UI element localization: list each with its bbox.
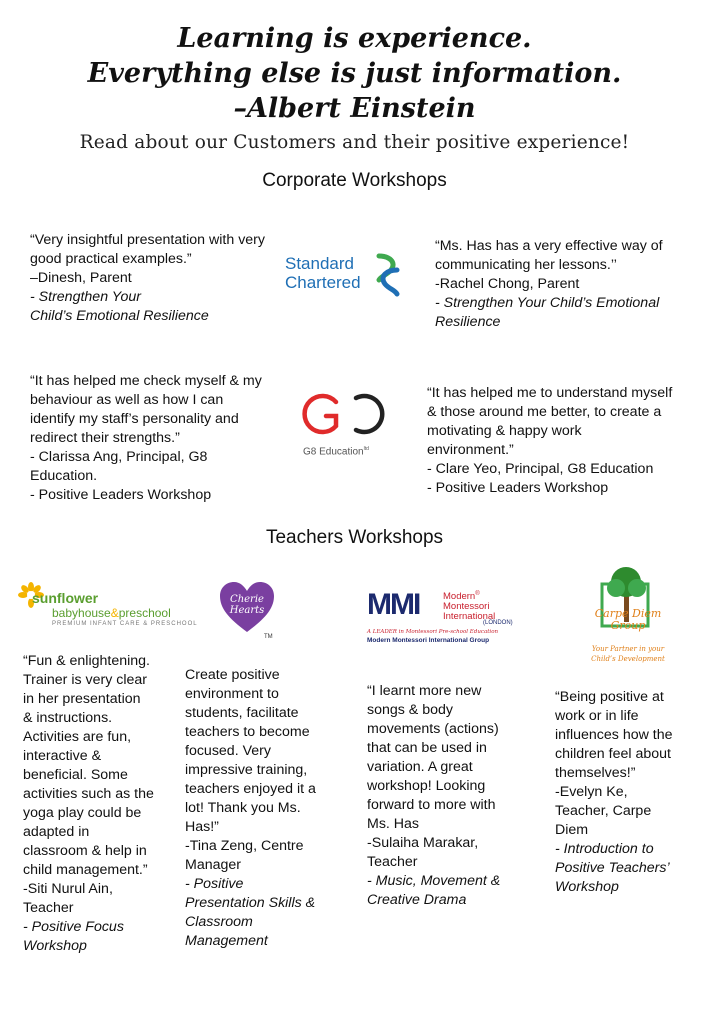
logo-text: Carpe Diem bbox=[594, 607, 662, 620]
text-line: interactive & bbox=[23, 748, 102, 764]
logo-text: Child’s Development bbox=[591, 655, 665, 663]
testimonial-evelyn bbox=[555, 688, 673, 897]
workshop-name: Positive Teachers’ bbox=[555, 860, 670, 876]
workshop-name: Creative Drama bbox=[367, 892, 467, 908]
logo-text: International bbox=[443, 611, 496, 623]
text-line: “Being positive at bbox=[555, 689, 664, 705]
testimonial-author: Diem bbox=[555, 822, 589, 838]
testimonial-author: -Rachel Chong, Parent bbox=[435, 276, 580, 292]
logo-text: G8 Education bbox=[303, 446, 364, 458]
workshop-name: - Strengthen Your bbox=[30, 289, 141, 305]
logo-text: Your Partner in your bbox=[591, 645, 665, 653]
text-line: Activities are fun, bbox=[23, 729, 132, 745]
text-line: work or in life bbox=[555, 708, 639, 724]
testimonial-author: Manager bbox=[185, 857, 241, 873]
mmi-logo bbox=[367, 588, 517, 658]
logo-tm: ltd bbox=[363, 446, 369, 452]
text-line: environment.” bbox=[427, 442, 514, 458]
text-line: & instructions. bbox=[23, 710, 113, 726]
testimonial-sulaiha bbox=[367, 682, 500, 910]
text-line: behaviour as well as how I can bbox=[30, 392, 224, 408]
text-line: “Very insightful presentation with very bbox=[30, 232, 265, 248]
workshop-name: Workshop bbox=[555, 879, 619, 895]
text-line: environment to bbox=[185, 686, 279, 702]
logo-text: Group bbox=[610, 619, 646, 632]
text-line: songs & body bbox=[367, 702, 453, 718]
text-line: teachers to become bbox=[185, 724, 310, 740]
text-line: teachers enjoyed it a bbox=[185, 781, 316, 797]
workshop-name: - Positive Leaders Workshop bbox=[427, 480, 609, 496]
logo-text: Cherie bbox=[230, 594, 264, 605]
text-line: motivating & happy work bbox=[427, 423, 582, 439]
logo-tm: TM bbox=[264, 634, 273, 640]
text-line: forward to more with bbox=[367, 797, 496, 813]
text-line: Ms. Has bbox=[367, 816, 420, 832]
text-line: beneficial. Some bbox=[23, 767, 128, 783]
text-line: yoga play could be bbox=[23, 805, 142, 821]
corporate-section-title: Corporate Workshops bbox=[262, 170, 447, 191]
workshop-name: - Positive Leaders Workshop bbox=[30, 487, 212, 503]
workshop-name: - Strengthen Your Child’s Emotional bbox=[435, 295, 660, 311]
text-line: focused. Very bbox=[185, 743, 271, 759]
testimonial-author: -Evelyn Ke, bbox=[555, 784, 628, 800]
text-line: Has!” bbox=[185, 819, 219, 835]
logo-text: (LONDON) bbox=[483, 620, 513, 626]
testimonial-dinesh bbox=[30, 231, 265, 326]
text-line: identify my staff’s personality and bbox=[30, 411, 239, 427]
testimonial-author: - Clare Yeo, Principal, G8 Education bbox=[427, 461, 654, 477]
page-subtitle: Read about our Customers and their positive experience! bbox=[79, 132, 630, 153]
testimonial-author: Teacher, Carpe bbox=[555, 803, 652, 819]
testimonial-author: Teacher bbox=[367, 854, 418, 870]
workshop-name: Management bbox=[185, 933, 268, 949]
text-line: students, facilitate bbox=[185, 705, 299, 721]
text-line: impressive training, bbox=[185, 762, 308, 778]
standard-chartered-swirl-icon bbox=[373, 252, 403, 298]
text-line: lot! Thank you Ms. bbox=[185, 800, 301, 816]
logo-text: & bbox=[110, 606, 119, 620]
mmi-group: Modern Montessori International Group bbox=[367, 637, 490, 644]
testimonial-author: -Tina Zeng, Centre bbox=[185, 838, 304, 854]
text-line: good practical examples.” bbox=[30, 251, 192, 267]
testimonial-tina bbox=[185, 666, 316, 951]
testimonial-author: Education. bbox=[30, 468, 98, 484]
workshop-name: - Music, Movement & bbox=[367, 873, 501, 889]
testimonial-author: -Siti Nurul Ain, bbox=[23, 881, 113, 897]
standard-chartered-logo bbox=[285, 252, 410, 298]
text-line: movements (actions) bbox=[367, 721, 499, 737]
text-line: “Ms. Has has a very effective way of bbox=[435, 238, 663, 254]
workshop-name: - Positive Focus bbox=[23, 919, 124, 935]
testimonial-author: -Sulaiha Marakar, bbox=[367, 835, 479, 851]
text-line: “It has helped me check myself & my bbox=[30, 373, 262, 389]
testimonial-clare bbox=[427, 384, 672, 498]
text-line: adapted in bbox=[23, 824, 90, 840]
text-line: variation. A great bbox=[367, 759, 473, 775]
text-line: communicating her lessons.’’ bbox=[435, 257, 617, 273]
mmi-letters: MMI bbox=[367, 588, 420, 621]
text-line: that can be used in bbox=[367, 740, 487, 756]
workshop-name: Child’s Emotional Resilience bbox=[30, 308, 209, 324]
workshop-name: Resilience bbox=[435, 314, 501, 330]
logo-text: Standard bbox=[285, 254, 354, 273]
workshop-name: Workshop bbox=[23, 938, 87, 954]
testimonial-rachel bbox=[435, 237, 663, 332]
text-line: “It has helped me to understand myself bbox=[427, 385, 673, 401]
text-line: in her presentation bbox=[23, 691, 141, 707]
logo-text: Hearts bbox=[229, 605, 265, 616]
teachers-section-title: Teachers Workshops bbox=[265, 527, 444, 548]
sunflower-tagline: PREMIUM INFANT CARE & PRESCHOOL bbox=[52, 621, 198, 627]
text-line: Create positive bbox=[185, 667, 280, 683]
text-line: activities such as the bbox=[23, 786, 154, 802]
quote-author: –Albert Einstein bbox=[233, 93, 476, 124]
testimonial-author: Teacher bbox=[23, 900, 74, 916]
text-line: redirect their strengths.” bbox=[30, 430, 180, 446]
g8-education-logo bbox=[300, 388, 400, 460]
logo-text: Chartered bbox=[285, 273, 361, 292]
text-line: child management.” bbox=[23, 862, 148, 878]
workshop-name: Presentation Skills & bbox=[185, 895, 316, 911]
quote-line-2: Everything else is just information. bbox=[87, 58, 622, 89]
mmi-tagline: A LEADER in Montessori Pre-school Education bbox=[367, 629, 499, 635]
text-line: classroom & help in bbox=[23, 843, 147, 859]
text-line: & those around me better, to create a bbox=[427, 404, 662, 420]
testimonial-author: - Clarissa Ang, Principal, G8 bbox=[30, 449, 208, 465]
workshop-name: - Positive bbox=[185, 876, 244, 892]
g8-mark-icon bbox=[300, 388, 400, 440]
logo-text: preschool bbox=[118, 606, 171, 620]
logo-text: Modern bbox=[443, 591, 476, 603]
quote-line-1: Learning is experience. bbox=[177, 23, 532, 54]
sunflower-logo bbox=[18, 582, 198, 627]
text-line: themselves!” bbox=[555, 765, 636, 781]
testimonial-siti bbox=[23, 652, 154, 956]
cherie-hearts-logo bbox=[218, 580, 280, 644]
text-line: children feel about bbox=[555, 746, 671, 762]
text-line: Trainer is very clear bbox=[23, 672, 148, 688]
text-line: influences how the bbox=[555, 727, 673, 743]
workshop-name: Classroom bbox=[185, 914, 253, 930]
testimonial-author: –Dinesh, Parent bbox=[30, 270, 132, 286]
carpe-diem-logo bbox=[574, 562, 694, 672]
logo-reg: ® bbox=[475, 591, 480, 597]
sunflower-brand: sunflower bbox=[32, 590, 99, 606]
logo-text: babyhouse bbox=[52, 606, 111, 620]
workshop-name: - Introduction to bbox=[555, 841, 654, 857]
text-line: workshop! Looking bbox=[367, 778, 486, 794]
text-line: “Fun & enlightening. bbox=[23, 653, 150, 669]
testimonial-clarissa bbox=[30, 372, 262, 505]
text-line: “I learnt more new bbox=[367, 683, 482, 699]
logo-text: Montessori bbox=[443, 601, 490, 613]
